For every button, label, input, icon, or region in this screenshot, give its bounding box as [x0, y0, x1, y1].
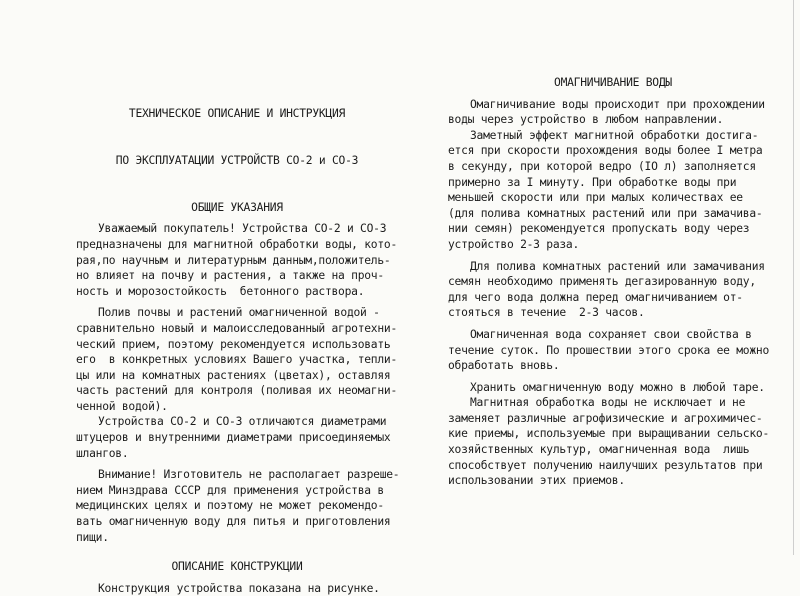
section-heading-construction: ОПИСАНИЕ КОНСТРУКЦИИ [171, 560, 303, 574]
paragraph [448, 97, 778, 128]
text-line: Конструкция устройства показана на рисунке. [98, 581, 380, 595]
text-line: примерно за I минуту. При обработке воды при [448, 175, 737, 189]
document-title [76, 75, 398, 200]
paragraph [76, 581, 398, 596]
text-line: медицинских целях и поэтому не может рекомендо- [76, 499, 384, 513]
title-line: ТЕХНИЧЕСКОЕ ОПИСАНИЕ И ИНСТРУКЦИЯ [128, 107, 346, 121]
text-line: вать омагниченную воду для питья и приготовления [76, 515, 391, 529]
paragraph [448, 395, 778, 489]
section-heading-magnetization: ОМАГНИЧИВАНИЕ ВОДЫ [554, 76, 672, 89]
text-line: но влияет на почву и растения, а также на проч- [76, 269, 384, 283]
text-line: Магнитная обработка воды не исключает и не [470, 396, 746, 410]
paragraph-warning [76, 467, 398, 545]
text-line: Для полива комнатных растений или замачивания [470, 259, 765, 273]
text-line: для чего вода должна перед омагничиванием от- [448, 290, 743, 304]
text-line: Хранить омагниченную воду можно в любой таре. [470, 380, 765, 394]
text-line: кие приемы, используемые при выращивании сельско- [448, 427, 770, 441]
text-line: (для полива комнатных растений или при замачива- [448, 206, 763, 220]
text-line: штуцеров и внутренними диаметрами присоединяемых [76, 431, 391, 445]
text-line: ность и морозостойкость бетонного раствора. [76, 284, 365, 298]
text-line: его в конкретных условиях Вашего участка, тепли- [76, 353, 398, 367]
text-line: часть растений для контроля (поливая их неомагни- [76, 384, 398, 398]
text-line: семян необходимо применять дегазированную воду, [448, 275, 756, 289]
right-column [448, 75, 778, 489]
text-line: использовании этих приемов. [448, 474, 625, 488]
section-heading-general: ОБЩИЕ УКАЗАНИЯ [191, 200, 283, 214]
text-line: предназначены для магнитной обработки воды, кото- [76, 237, 398, 251]
text-line: пищи. [76, 530, 109, 544]
page-edge-line [793, 0, 794, 555]
paragraph [76, 414, 398, 461]
paragraph [448, 380, 778, 396]
text-line: нием Минздрава СССР для применения устройства в [76, 483, 384, 497]
text-line: шлангов. [76, 446, 129, 460]
text-line: меньшей скорости или при малых количествах ее [448, 191, 743, 205]
text-line: заменяет различные агрофизические и агрохимичес- [448, 411, 763, 425]
text-line: обработать вновь. [448, 359, 560, 373]
text-line: хозяйственных культур, омагниченная вода лишь [448, 443, 750, 457]
paragraph [448, 327, 778, 374]
text-line: сравнительно новый и малоисследованный агротехни- [76, 321, 398, 335]
text-line: течение суток. По прошествии этого срока ее можно [448, 343, 770, 357]
left-column [76, 75, 398, 596]
text-line: воды через устройство в любом направлении. [448, 113, 724, 127]
text-line: Омагниченная вода сохраняет свои свойства в [470, 327, 752, 341]
text-line: устройство 2-3 раза. [448, 237, 580, 251]
text-line: ется при скорости прохождения воды более I метра [448, 144, 763, 158]
text-line: стояться в течение 2-3 часов. [448, 306, 645, 320]
paragraph [76, 305, 398, 414]
text-line: Полив почвы и растений омагниченной водой - [98, 306, 380, 320]
text-line: в секунду, при которой ведро (IO л) заполняется [448, 159, 756, 173]
text-line: рая,по научным и литературным данным,положитель- [76, 253, 391, 267]
paragraph [76, 221, 398, 299]
text-line: Омагничивание воды происходит при прохождении [470, 97, 765, 111]
text-line: Устройства СО-2 и СО-3 отличаются диаметрами [98, 415, 387, 429]
text-line: нии семян) рекомендуется пропускать воду через [448, 222, 750, 236]
text-line: Внимание! Изготовитель не располагает разреше- [98, 468, 400, 482]
text-line: способствует получению наилучших результатов при [448, 458, 763, 472]
text-line: цы или на комнатных растениях (цветах), оставляя [76, 368, 391, 382]
text-line: Заметный эффект магнитной обработки достига- [470, 128, 759, 142]
text-line: ченной водой). [76, 399, 168, 413]
title-line: ПО ЭКСПЛУАТАЦИИ УСТРОЙСТВ СО-2 и СО-3 [115, 153, 359, 167]
paragraph [448, 128, 778, 253]
text-line: Уважаемый покупатель! Устройства СО-2 и СО-3 [98, 222, 387, 236]
paragraph [448, 259, 778, 321]
text-line: ческий прием, поэтому рекомендуется использовать [76, 337, 391, 351]
